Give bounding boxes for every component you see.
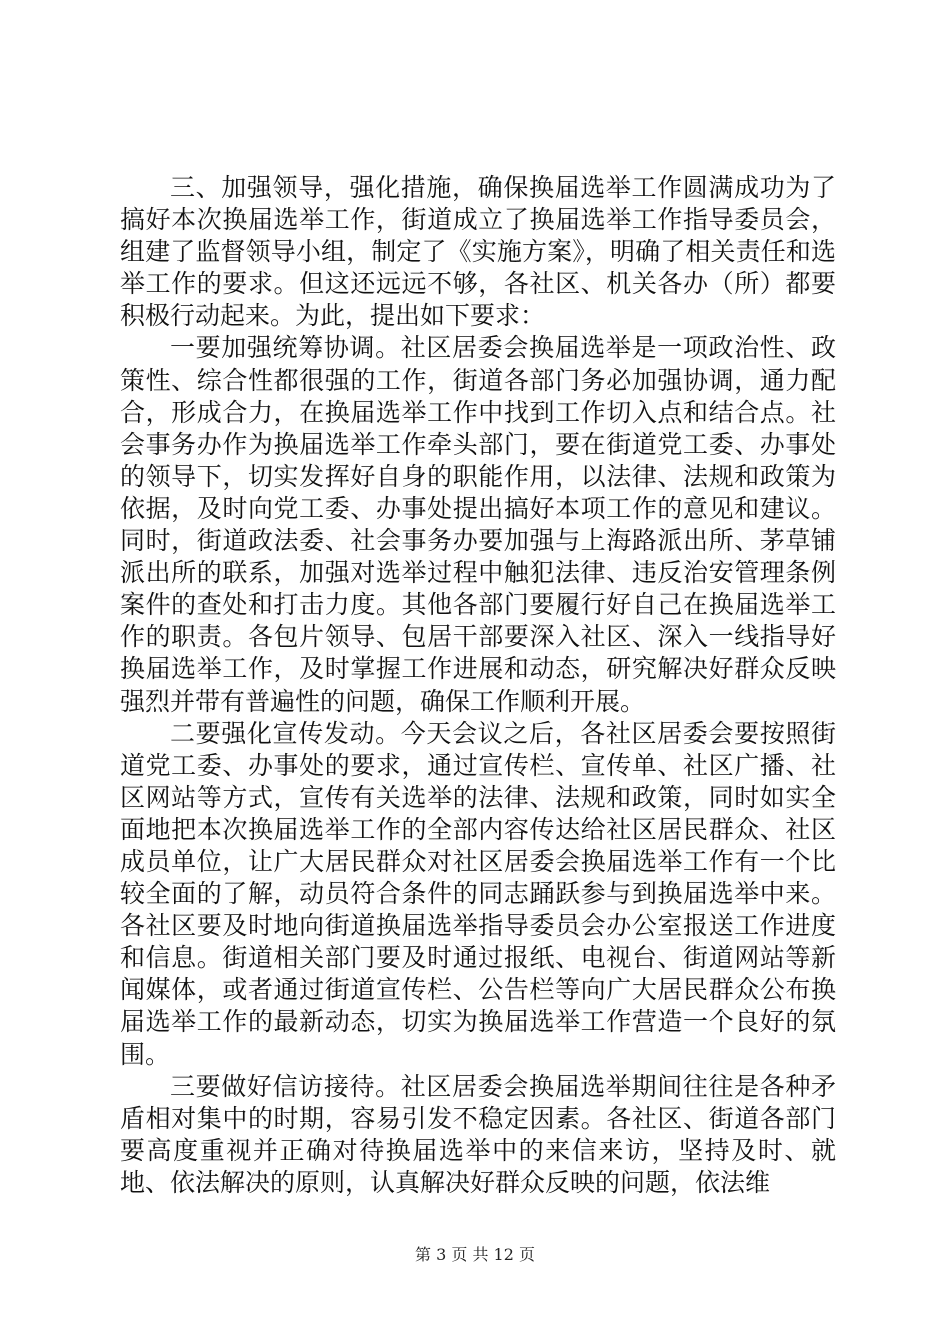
document-body	[120, 172, 836, 1199]
page-number-footer: 第 3 页 共 12 页	[415, 1245, 535, 1264]
paragraph-coordination: 一要加强统筹协调。社区居委会换届选举是一项政治性、政策性、综合性都很强的工作，街道各部门务必加强协调，通力配合，形成合力，在换届选举工作中找到工作切入点和结合点。社会事务办作为换届选举工作牵头部门，要在街道党工委、办事处的领导下，切实发挥好自身的职能作用，以法律、法规和政策为依据，及时向党工委、办事处提出搞好本项工作的意见和建议。同时，街道政法委、社会事务办要加强与上海路派出所、茅草铺派出所的联系，加强对选举过程中触犯法律、违反治安管理条例案件的查处和打击力度。其他各部门要履行好自己在换届选举工作的职责。各包片领导、包居干部要深入社区、深入一线指导好换届选举工作，及时掌握工作进展和动态，研究解决好群众反映强烈并带有普遍性的问题，确保工作顺利开展。	[120, 333, 836, 716]
paragraph-section-three: 三、加强领导，强化措施，确保换届选举工作圆满成功为了搞好本次换届选举工作，街道成立了换届选举工作指导委员会，组建了监督领导小组，制定了《实施方案》，明确了相关责任和选举工作的要求。但这还远远不够，各社区、机关各办（所）都要积极行动起来。为此，提出如下要求：	[120, 173, 836, 331]
paragraph-publicity: 二要强化宣传发动。今天会议之后，各社区居委会要按照街道党工委、办事处的要求，通过宣传栏、宣传单、社区广播、社区网站等方式，宣传有关选举的法律、法规和政策，同时如实全面地把本次换届选举工作的全部内容传达给社区居民群众、社区成员单位，让广大居民群众对社区居委会换届选举工作有一个比较全面的了解，动员符合条件的同志踊跃参与到换届选举中来。各社区要及时地向街道换届选举指导委员会办公室报送工作进度和信息。街道相关部门要及时通过报纸、电视台、街道网站等新闻媒体，或者通过街道宣传栏、公告栏等向广大居民群众公布换届选举工作的最新动态，切实为换届选举工作营造一个良好的氛围。	[120, 718, 836, 1069]
paragraph-petitions: 三要做好信访接待。社区居委会换届选举期间往往是各种矛盾相对集中的时期，容易引发不稳定因素。各社区、街道各部门要高度重视并正确对待换届选举中的来信来访，坚持及时、就地、依法解决的原则，认真解决好群众反映的问题，依法维	[120, 1071, 836, 1197]
